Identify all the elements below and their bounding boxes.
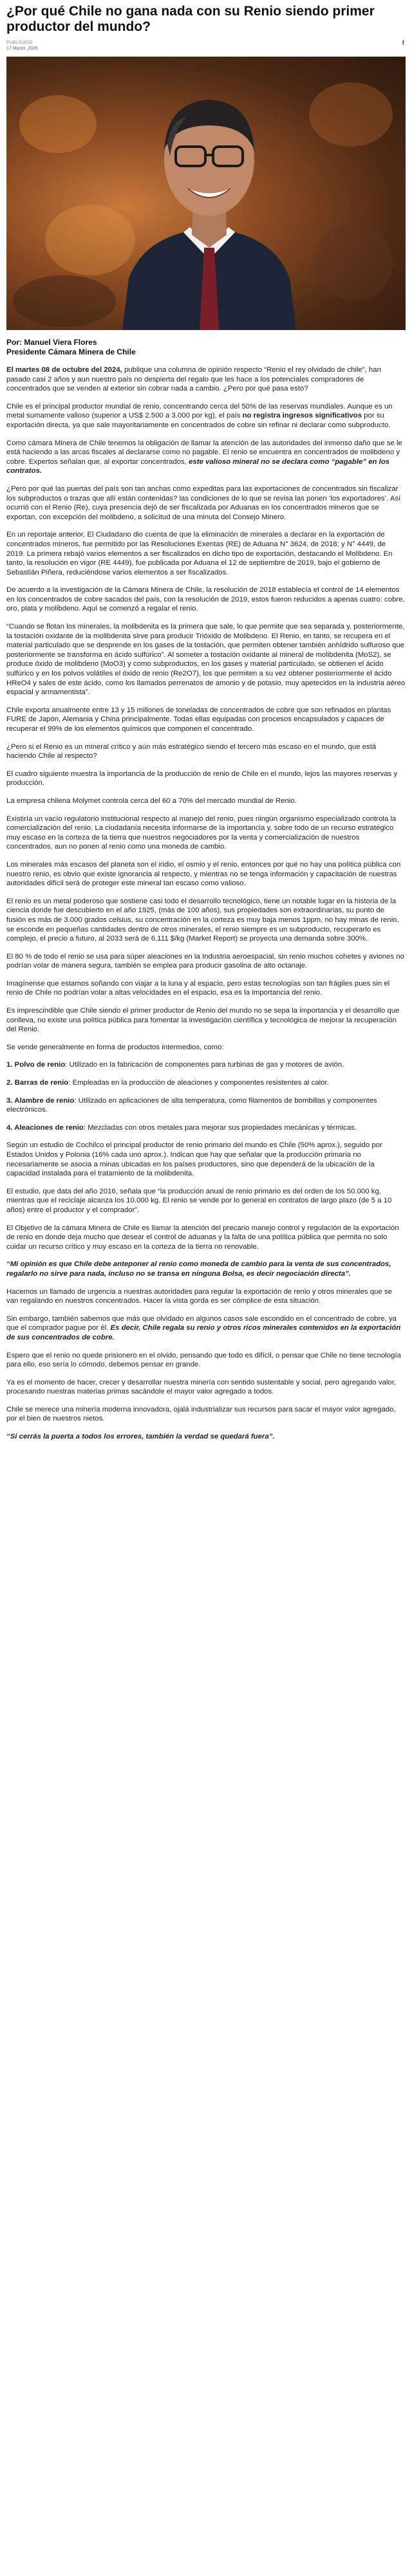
paragraph: El Objetivo de la cámara Minera de Chile es llamar la atención del precario manejo control y regulación de la exportación de renio en donde deja mucho que desear el control de aduanas y la falta de una política pública que permita no solo cuidar un recurso crítico y muy escaso en la corteza de la tierra no renovable. [6, 1224, 399, 1251]
publish-info [6, 40, 38, 51]
paragraph: ¿Pero por qué las puertas del país son tan anchas como expeditas para las exportaciones de concentrados sin fiscalizar los subproductos o trazas que allí están contenidas? las condiciones de lo que se revisa las ponen ‘los exportadores’. Así ocurrió con el Renio (Re), cuya presencia dejó de ser fiscalizada por Aduanas en los concentrados mineros que se exportan, con excepción del molibdeno, a solicitud de una minuta del Consejo Minero. [6, 484, 401, 521]
facebook-icon[interactable]: f [402, 40, 404, 47]
paragraph: Es imprescindible que Chile siendo el primer productor de Renio del mundo no se sepa la importancia y el desarrollo que conlleva, no existe una política pública para fomentar la investigación científica y tecnológica de mejorar la recuperación del Renio. [6, 1007, 400, 1034]
paragraph: Ya es el momento de hacer, crecer y desarrollar nuestra minería con sentido sustentable y social, pero agregando valor, procesando nuestras materias primas sacándole el mayor valor agregado a todos. [6, 1378, 397, 1396]
paragraph: El estudio, que data del año 2016, señala que “la producción anual de renio primario es del orden de los 50.000 kg, mientras que el reciclaje alcanza los 10.000 kg. El renio se vende por lo general en contratos de largo plazo (de 5 a 10 años) entre el productor y el comprador”. [6, 1187, 392, 1214]
paragraph: De acuerdo a la investigación de la Cámara Minera de Chile, la resolución de 2018 establecía el control de 14 elementos en los concentrados de cobre sacados del país, con la resolución de 2019, estos fueron reducidos a apenas cuatro: cobre, oro, plata y molibdeno. Aquí se comenzó a regalar el renio. [6, 586, 405, 613]
hero-image [6, 57, 406, 330]
paragraph: El renio es un metal poderoso que sostiene casi todo el desarrollo tecnológico, tiene un notable lugar en la historia de la ciencia donde fue descubierto en el año 1925, (más de 100 años), sus propiedades son extraordinarias, su punto de fusión es más de 3.000 grados celsius, su concentración en la corteza es muy baja menos 1ppm, no hay minas de renio, se esconde en pequeñas cantidades dentro de otros minerales, el renio siempre es un subproducto, recuperarlo es complejo, el precio a futuro, al 2033 será de 6.111 $/kg (Market Report) se proyecta una demanda sobre 300%. [6, 897, 399, 943]
author-block [6, 338, 406, 357]
paragraph: Se vende generalmente en forma de productos intermedios, como: [6, 1043, 224, 1051]
paragraph: Como cámara Minera de Chile tenemos la obligación de llamar la atención de las autoridades del inmenso daño que se le está haciendo a las arcas fiscales al declararse como no pagable. El renio se encuentra en concentrados de molibdeno y cobre. Expertos señalan que, al exportar concentrados, este valioso mineral no se declara como “pagable” en los contratos. [6, 439, 402, 475]
author-byline: Por: Manuel Viera Flores [6, 338, 97, 347]
paragraph: Según un estudio de Cochilco el principal productor de renio primario del mundo es Chile (50% aprox.), seguido por Estados Unidos y Polonia (16% cada uno aprox.). Indican que hay que señalar que la producción primaria no necesariamente se asocia a minas ubicadas en los países productores, sino que dependerá de la ubicación de la capacidad instalada para el tratamiento de la molibdenita. [6, 1141, 382, 1178]
list-item: 2. Barras de renio: Empleadas en la producción de aleaciones y componentes resistentes al calor. [6, 1079, 329, 1087]
paragraph: Hacemos un llamado de urgencia a nuestras autoridades para regular la exportación de renio y otros minerales que se van regalando en nuestros concentrados. Hacer la vista gorda es ser cómplice de esta situación. [6, 1287, 392, 1305]
paragraph: “Cuando se flotan los minerales, la molibdenita es la primera que sale, lo que permite que sea separada y, posteriormente, la tostación oxidante de la molibdenita sirve para producir Trióxido de Molibdeno. El Renio, en tanto, se recupera en el material particulado que se desprende en los gases de la tostación, que permiten obtener también anhídrido sulfuroso que posteriormente se transforma en ácido sulfúrico”. Al someter a tostación oxidante al mineral de molibdenita (MoS2), se produce óxido de molibdeno (MoO3) y como subproductos, en los gases y material particulado, se obtienen el ácido sulfúrico y en los polvos volátiles el óxido de renio (Re2O7), los que permiten a su vez obtener posteriormente el ácido HReO4 y sales de este ácido, como los llamados perrenatos de amonio y de potasio, muy apetecidos en la industria aéreo espacial y armamentista”. [6, 623, 406, 697]
publish-date: 17 Marzo, 2026 [6, 46, 38, 51]
paragraph: El 80 % de todo el renio se usa para súper aleaciones en la Industria aeroespacial, sin renio muchos cohetes y aviones no podrían volar de manera segura, también se emplea para producir gasolina de alto octanaje. [6, 952, 405, 970]
paragraph: El martes 08 de octubre del 2024, publique una columna de opinión respecto “Renio el rey olvidado de chile”, han pasado casi 2 años y aun nuestro país no despierta del regalo que les hace a los potenciales compradores de concentrados que se venden al exterior sin cobrar nada a cambio. ¿Pero por qué pasa esto? [6, 366, 381, 393]
closing-quote: “Si cerrás la puerta a todos los errores, también la verdad se quedará fuera”. [6, 1433, 275, 1441]
paragraph: La empresa chilena Molymet controla cerca del 60 a 70% del mercado mundial de Renio. [6, 796, 297, 805]
paragraph: Espero que el renio no quede prisionero en el olvido, pensando que todo es difícil, o pensar que Chile no tiene tecnología para ello, eso sería lo cómodo, debemos pensar en grande. [6, 1351, 401, 1369]
paragraph: Los minerales más escasos del planeta son el iridio, el osmio y el renio, entonces por qué no hay una política pública con nuestro renio, es obvio que existe ignorancia al respecto, y mientras no se tenga información y capacitación de nuestras autoridades difícil será de proteger este mineral tan escaso como valioso. [6, 860, 401, 888]
list-item: 4. Aleaciones de renio: Mezcladas con otros metales para mejorar sus propiedades mecánicas y térmicas. [6, 1123, 357, 1132]
list-item: 3. Alambre de renio: Utilizado en aplicaciones de alta temperatura, como filamentos de bombillas y componentes electrónicos. [6, 1096, 377, 1114]
portrait-photo [116, 66, 303, 330]
list-item: 1. Polvo de renio: Utilizado en la fabricación de componentes para turbinas de gas y motores de avión. [6, 1061, 344, 1069]
paragraph: Chile se merece una minería moderna innovadora, ojalá industrializar sus recursos para sacar el mayor valor agregado, por el bien de nuestros nietos. [6, 1405, 396, 1423]
article-title: ¿Por qué Chile no gana nada con su Renio siendo primer productor del mundo? [6, 4, 375, 34]
article-meta [6, 40, 406, 51]
author-role: Presidente Cámara Minera de Chile [6, 347, 136, 356]
paragraph: El cuadro siguiente muestra la importancia de la producción de renio de Chile en el mundo, lejos las mayores reservas y producción. [6, 769, 398, 787]
paragraph: ¿Pero si el Renio es un mineral crítico y aún más estratégico siendo el tercero más escaso en el mundo, que está haciendo Chile al respecto? [6, 742, 377, 760]
paragraph: Sin embargo, también sabemos que más que olvidado en algunos casos sale escondido en el concentrado de cobre, ya que el comprador pague por él. Es decir, Chile regala su renio y otros ricos minerales contenidos en la exportación de sus concentrados de cobre. [6, 1314, 401, 1341]
paragraph: En un reportaje anterior, El Ciudadano dio cuenta de que la eliminación de minerales a declarar en la exportación de concentrados mineros, fue permitido por las Resoluciones Exentas (RE) de Aduana N° 3624, de 2018; y N° 4449, de 2019. La primera rebajó varios elementos a ser fiscalizados en dicho tipo de exportación, destacando el Molibdeno. En tanto, la resolución en vigor (RE 4449), fue publicada por Aduana el 12 de septiembre de 2019, bajo el gobierno de Sebastián Piñera, reduciéndose varios elementos a ser fiscalizados. [6, 531, 393, 576]
publisher-label: PUBLICADO [6, 41, 33, 45]
paragraph: Chile es el principal productor mundial de renio, concentrando cerca del 50% de las reservas mundiales. Aunque es un metal sumamente valioso (superior a US$ 2.500 a 3.000 por kg), el país no registra ingresos significativos por su exportación directa, ya que sale mayoritariamente en concentrados de cobre sin refinar ni declarar como subproducto. [6, 402, 393, 429]
article-body [6, 365, 406, 1442]
paragraph: Chile exporta anualmente entre 13 y 15 millones de toneladas de concentrados de cobre que son refinados en plantas FURE de Japón, Alemania y China principalmente. Todas ellas equipadas con procesos encapsulados y capaces de recuperar el 99% de los elementos químicos que componen el concentrado. [6, 706, 391, 733]
quote-paragraph: “Mi opinión es que Chile debe anteponer al renio como moneda de cambio para la venta de sus concentrados, regalarlo no sirve para nada, incluso no se transa en ninguna Bolsa, es decir negociación directa”. [6, 1260, 391, 1278]
paragraph: Imagínense que estamos soñando con viajar a la luna y al espacio, pero estas tecnologías son tan frágiles pues sin el renio de Chile no podrían volar a altas velocidades en el espacio, esa es la importancia del renio. [6, 979, 390, 997]
paragraph: Existiría un vacío regulatorio institucional respecto al manejo del renio, pues ningún organismo especializado controla la comercialización del renio. La ciudadanía necesita informarse de la importancia y, sobre todo de un recurso estratégico muy escaso en la corteza de la tierra que nuestros negociadores por la venta y comercialización de nuestros concentrados, aun no ponen al renio como una moneda de cambio. [6, 814, 397, 851]
